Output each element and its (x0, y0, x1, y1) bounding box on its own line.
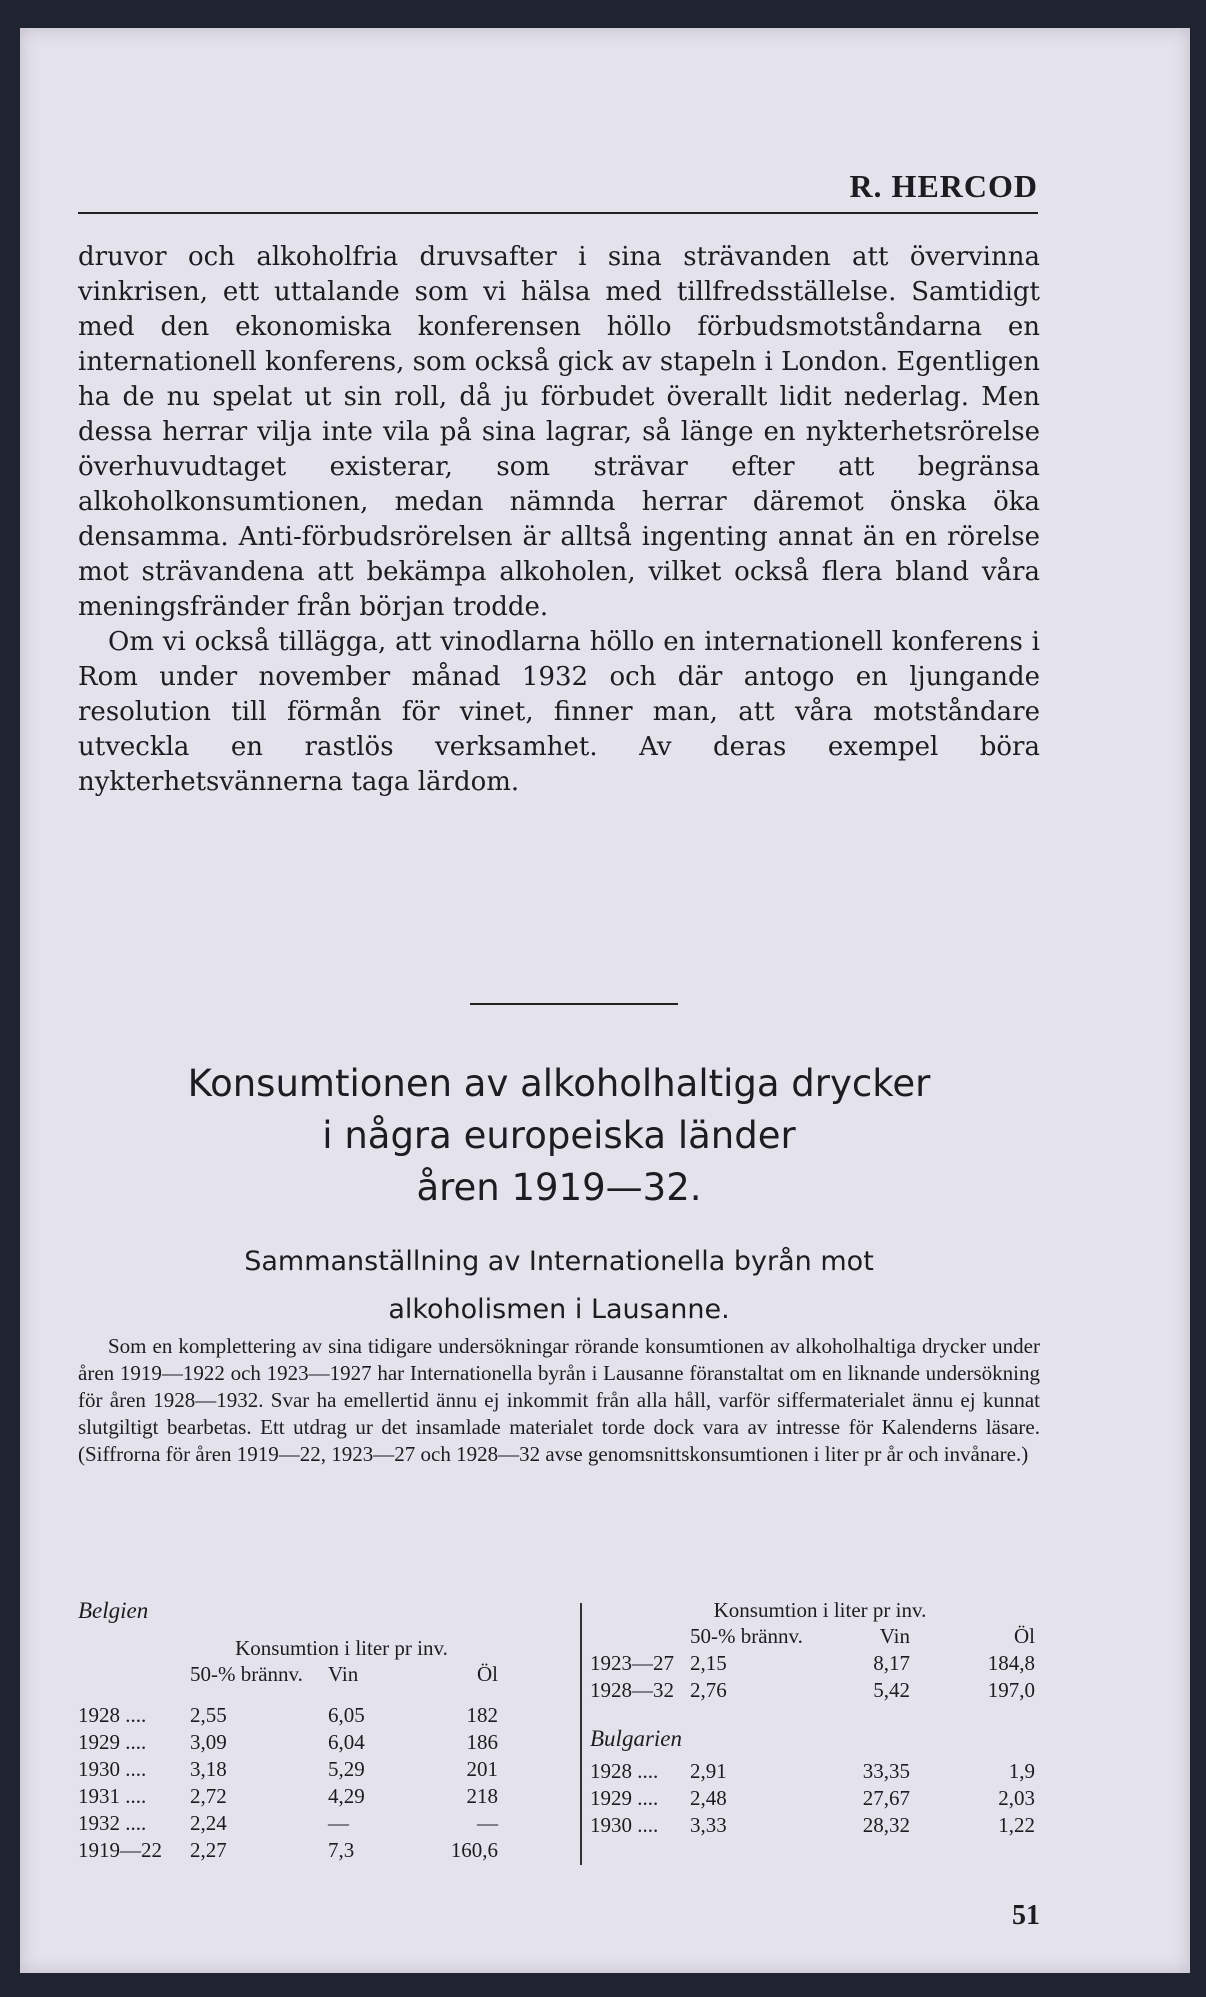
table-cell: 182 (466, 1703, 498, 1727)
table-row (78, 1837, 565, 1864)
table-row (590, 1812, 1050, 1839)
table-cell: 3,33 (690, 1813, 727, 1837)
table-cell: 2,91 (690, 1759, 727, 1783)
table-cell: 8,17 (873, 1651, 910, 1675)
table-cell: 6,04 (328, 1730, 365, 1754)
table-row (590, 1758, 1050, 1785)
column-rule (580, 1603, 582, 1865)
table-cell: 4,29 (328, 1784, 365, 1808)
table-cell: 28,32 (862, 1813, 910, 1837)
table-belgium (78, 1598, 565, 1864)
table-cell: 2,55 (190, 1703, 227, 1727)
table-cell: 201 (466, 1757, 498, 1781)
table-cell: 1932 .... (78, 1811, 147, 1835)
table-cell: 7,3 (328, 1838, 355, 1862)
table-cell: 197,0 (987, 1678, 1035, 1702)
page-header (78, 168, 1038, 214)
article-subtitle: Sammanställning av Internationella byrån mot alkoholismen i Lausanne. (244, 1246, 874, 1325)
table-right (590, 1598, 1050, 1839)
table-cell: 33,35 (862, 1759, 910, 1783)
table-cell: 3,09 (190, 1730, 227, 1754)
running-title: R. HERCOD (849, 168, 1038, 204)
table-row (590, 1650, 1050, 1677)
table-cell: 1930 .... (590, 1813, 659, 1837)
table-row (78, 1729, 565, 1756)
table-cell: 2,03 (998, 1786, 1035, 1810)
table-header: Konsumtion i liter pr inv. (713, 1598, 927, 1622)
table-cell: 2,15 (690, 1651, 727, 1675)
table-cell: — (477, 1811, 498, 1835)
table-cell: 1928—32 (590, 1678, 674, 1702)
table-cell: 1919—22 (78, 1838, 162, 1862)
table-cell: — (328, 1811, 349, 1835)
table-row (78, 1783, 565, 1810)
table-cell: 1931 .... (78, 1784, 147, 1808)
section-divider (470, 1003, 678, 1005)
table-cell: 3,18 (190, 1757, 227, 1781)
table-cell: 1930 .... (78, 1757, 147, 1781)
table-column-headers: 50-% brännv. Vin Öl (190, 1662, 498, 1686)
table-row (590, 1785, 1050, 1812)
table-cell: 27,67 (862, 1786, 910, 1810)
table-cell: 2,24 (190, 1811, 227, 1835)
table-cell: 2,27 (190, 1838, 227, 1862)
table-cell: 218 (466, 1784, 498, 1808)
table-column-headers: 50-% brännv. Vin Öl (690, 1624, 1035, 1648)
body-text (78, 240, 1040, 800)
table-cell: 184,8 (987, 1651, 1035, 1675)
table-row (78, 1702, 565, 1729)
country-label: Bulgarien (590, 1726, 682, 1751)
table-cell: 2,76 (690, 1678, 727, 1702)
table-cell: 6,05 (328, 1703, 365, 1727)
country-label: Belgien (78, 1598, 149, 1623)
table-cell: 1,9 (1008, 1759, 1035, 1783)
body-paragraph: druvor och alkoholfria druvsafter i sina strävanden att övervinna vinkrisen, ett uttalande som vi hälsa med tillfredsställelse. Samtidigt med den ekonomiska konferensen höllo förbudsmotståndarna en internationell konferens, som också gick av stapeln i London. Egentligen ha de nu spelat ut sin roll, då ju förbudet överallt lidit nederlag. Men dessa herrar vilja inte vila på sina lagrar, så länge en nykterhetsrörelse överhuvudtaget existerar, som strävar efter att begränsa alkoholkonsumtionen, medan nämnda herrar däremot önska öka densamma. Anti-förbudsrörelsen är alltså ingenting annat än en rörelse mot strävandena att bekämpa alkoholen, vilket också flera bland våra meningsfränder från början trodde. (78, 242, 1040, 622)
table-header: Konsumtion i liter pr inv. (235, 1636, 448, 1660)
page-number: 51 (1012, 1900, 1040, 1931)
table-row (78, 1756, 565, 1783)
table-cell: 5,29 (328, 1757, 365, 1781)
table-cell: 5,42 (873, 1678, 910, 1702)
table-cell: 186 (466, 1730, 498, 1754)
article-intro: Som en komplettering av sina tidigare undersökningar rörande konsumtionen av alkoholhaltiga drycker under åren 1919—1922 och 1923—1927 har Internationella byrån i Lausanne föranstaltat om en liknande undersökning för åren 1928—1932. Svar ha emellertid ännu ej inkommit från alla håll, varför siffermaterialet ännu ej kunnat slutgiltigt bearbetas. Ett utdrag ur det insamlade materialet torde dock vara av intresse för Kalenderns läsare. (Siffrorna för åren 1919—22, 1923—27 och 1928—32 avse genomsnittskonsumtionen i liter pr år och invånare.) (78, 1334, 1040, 1466)
body-paragraph: Om vi också tillägga, att vinodlarna höllo en internationell konferens i Rom under november månad 1932 och där antogo en ljungande resolution till förmån för vinet, finner man, att våra motståndare utveckla en rastlös verksamhet. Av deras exempel böra nykterhetsvännerna taga lärdom. (78, 627, 1040, 797)
table-cell: 1923—27 (590, 1651, 674, 1675)
table-cell: 2,48 (690, 1786, 727, 1810)
table-cell: 1929 .... (590, 1786, 659, 1810)
article-title: Konsumtionen av alkoholhaltiga drycker i några europeiska länder åren 1919—32. (187, 1062, 931, 1209)
table-cell: 1,22 (998, 1813, 1035, 1837)
table-cell: 1928 .... (590, 1759, 659, 1783)
table-cell: 1929 .... (78, 1730, 147, 1754)
table-row (78, 1810, 565, 1837)
table-row (590, 1677, 1050, 1704)
book-page (20, 28, 1190, 1973)
table-cell: 1928 .... (78, 1703, 147, 1727)
table-cell: 160,6 (450, 1838, 498, 1862)
table-cell: 2,72 (190, 1784, 227, 1808)
